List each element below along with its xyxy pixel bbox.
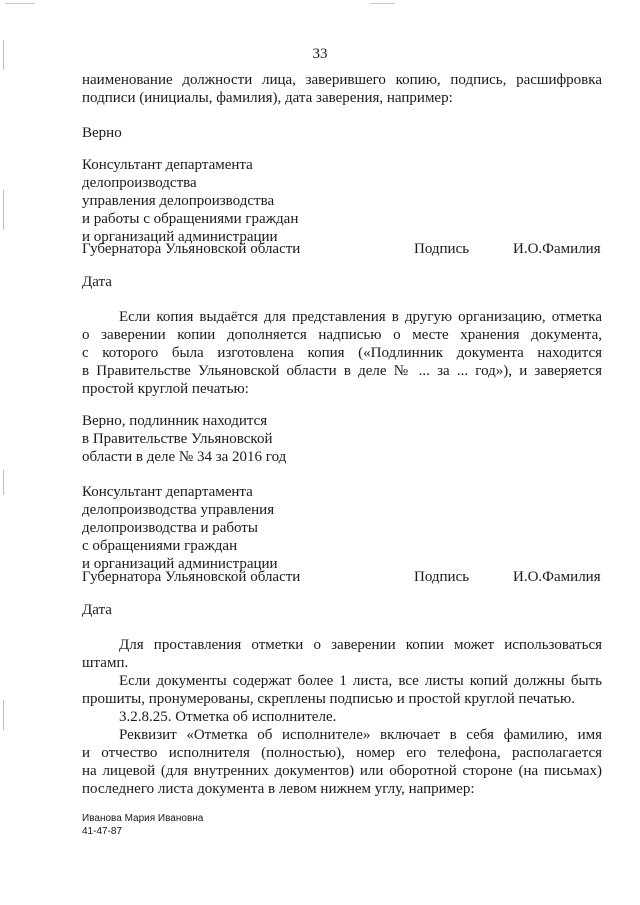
paragraph-line: в Правительстве Ульяновской области в деле № ... за ... год»), и заверяется <box>82 363 602 379</box>
signer-name: И.О.Фамилия <box>513 569 601 585</box>
position-line: управления делопроизводства <box>82 193 275 209</box>
position-line: Губернатора Ульяновской области <box>82 241 301 257</box>
position-line: и организаций администрации <box>82 229 278 245</box>
page-number: 33 <box>312 46 328 62</box>
paragraph-line: на лицевой (для внутренних документов) или оборотной стороне (на письмах) <box>82 763 602 779</box>
executor-name: Иванова Мария Ивановна <box>82 813 204 824</box>
paragraph-line: Если копия выдаётся для представления в другую организацию, отметка <box>119 309 602 325</box>
scan-edge-mark <box>3 190 4 230</box>
position-line: делопроизводства и работы <box>82 520 258 536</box>
position-line: Консультант департамента <box>82 157 253 173</box>
position-line: Губернатора Ульяновской области <box>82 569 301 585</box>
position-line: Консультант департамента <box>82 484 253 500</box>
signature-label: Подпись <box>414 241 470 257</box>
paragraph-line: и отчество исполнителя (полностью), номер его телефона, располагается <box>82 745 602 761</box>
intro-line: наименование должности лица, заверившего копию, подпись, расшифровка <box>82 72 602 88</box>
paragraph-line: Если документы содержат более 1 листа, все листы копий должны быть <box>119 673 602 689</box>
executor-phone: 41-47-87 <box>82 826 123 837</box>
position-line: с обращениями граждан <box>82 538 238 554</box>
certified-label: области в деле № 34 за 2016 год <box>82 449 287 465</box>
scan-top-mark <box>5 3 35 4</box>
signature-label: Подпись <box>414 569 470 585</box>
scan-edge-mark <box>3 700 4 730</box>
position-line: и работы с обращениями граждан <box>82 211 299 227</box>
paragraph-line: прошиты, пронумерованы, скреплены подписью и простой круглой печатью. <box>82 691 575 707</box>
certified-label: Верно <box>82 125 122 141</box>
scan-top-mark <box>370 3 395 4</box>
paragraph-line: штамп. <box>82 655 129 671</box>
paragraph-line: о заверении копии дополняется надписью о месте хранения документа, <box>82 327 602 343</box>
scan-edge-mark <box>3 470 4 495</box>
position-line: делопроизводства управления <box>82 502 275 518</box>
paragraph-line: Для проставления отметки о заверении копии может использоваться <box>119 637 602 653</box>
paragraph-line: последнего листа документа в левом нижнем углу, например: <box>82 781 475 797</box>
date-label: Дата <box>82 274 112 290</box>
position-line: делопроизводства <box>82 175 197 191</box>
certified-label: Верно, подлинник находится <box>82 413 268 429</box>
section-heading: 3.2.8.25. Отметка об исполнителе. <box>119 709 337 725</box>
paragraph-line: простой круглой печатью: <box>82 381 249 397</box>
certified-label: в Правительстве Ульяновской <box>82 431 273 447</box>
date-label: Дата <box>82 602 112 618</box>
intro-line: подписи (инициалы, фамилия), дата заверения, например: <box>82 90 453 106</box>
paragraph-line: Реквизит «Отметка об исполнителе» включает в себя фамилию, имя <box>119 727 602 743</box>
position-line: и организаций администрации <box>82 556 278 572</box>
signer-name: И.О.Фамилия <box>513 241 601 257</box>
paragraph-line: с которого была изготовлена копия («Подлинник документа находится <box>82 345 602 361</box>
